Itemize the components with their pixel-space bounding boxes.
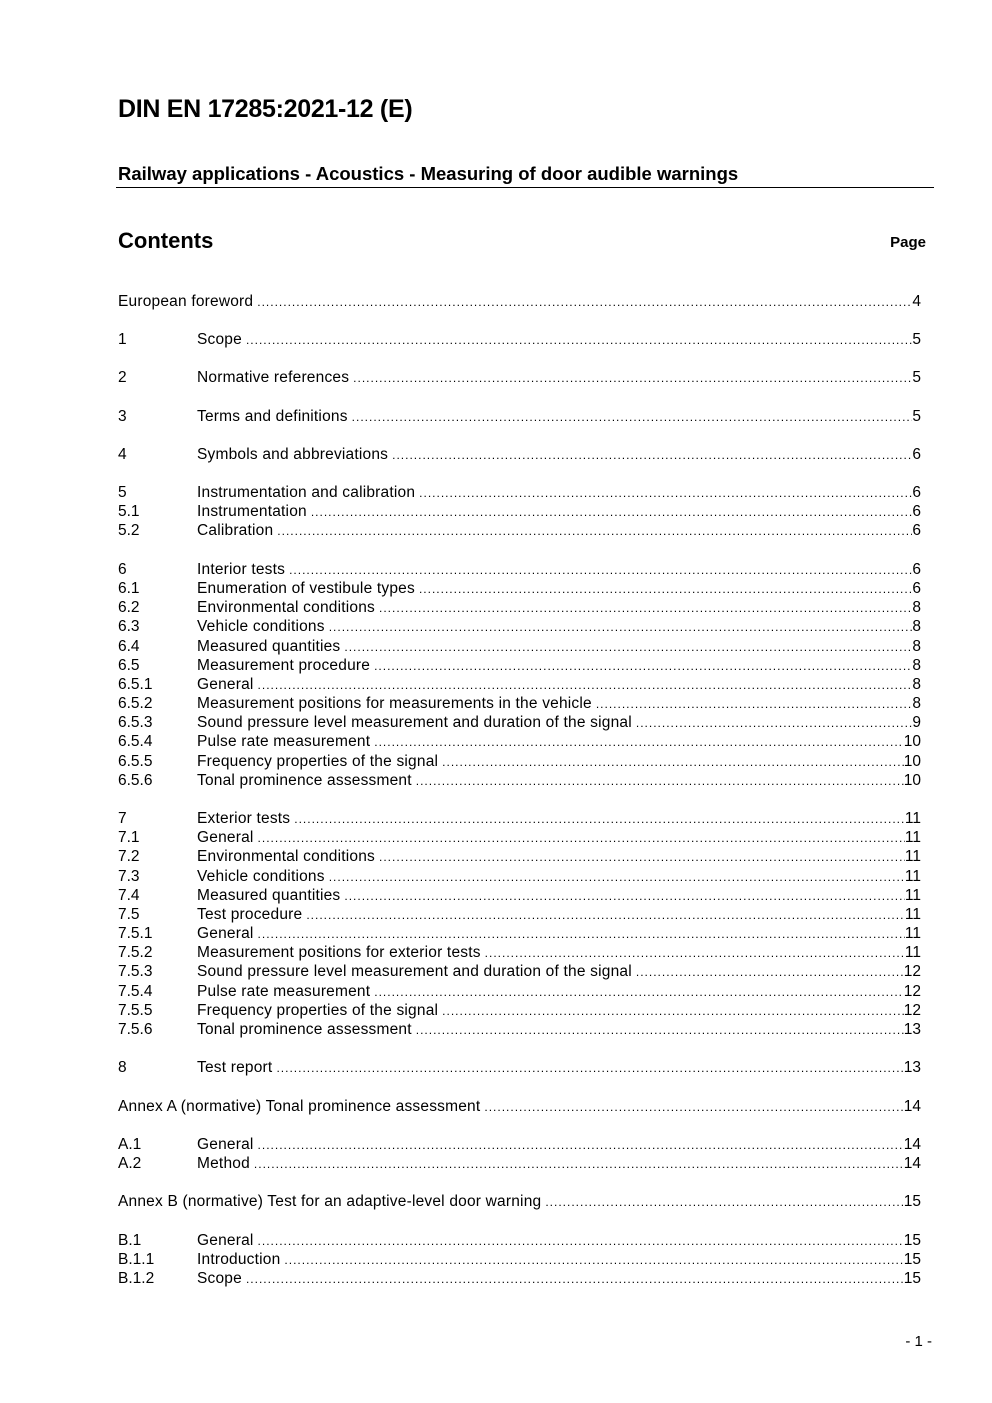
toc-entry-number: 7.5.1	[118, 925, 153, 942]
toc-dot-leader	[374, 657, 912, 676]
toc-entry-title: Pulse rate measurement	[197, 983, 371, 1000]
toc-entry-number: 6.1	[118, 580, 140, 597]
toc-entry-page: 6	[912, 484, 921, 501]
toc-entry-page: 4	[912, 293, 921, 310]
toc-entry-page: 11	[904, 848, 921, 865]
toc-entry-page: 8	[912, 657, 921, 674]
toc-dot-leader	[379, 848, 905, 867]
toc-entry-title: Tonal prominence assessment	[197, 772, 412, 789]
toc-entry-number: 7.2	[118, 848, 140, 865]
toc-entry[interactable]	[118, 752, 921, 771]
toc-entry[interactable]	[118, 656, 921, 675]
toc-entry[interactable]	[118, 943, 921, 962]
toc-entry-title: Vehicle conditions	[197, 868, 325, 885]
toc-entry-number: 7.5.6	[118, 1021, 153, 1038]
toc-entry-number: 1	[118, 331, 127, 348]
toc-entry-page: 8	[912, 695, 921, 712]
toc-entry-number: 6.5.5	[118, 753, 153, 770]
toc-entry-title: Sound pressure level measurement and duration of the signal	[197, 714, 632, 731]
toc-entry-title: Pulse rate measurement	[197, 733, 371, 750]
toc-entry-number: 7.5	[118, 906, 140, 923]
document-id: DIN EN 17285:2021-12 (E)	[118, 95, 413, 123]
toc-entry-number: 7.5.5	[118, 1002, 153, 1019]
toc-dot-leader	[485, 944, 905, 963]
toc-entry[interactable]	[118, 962, 921, 981]
toc-entry-title: General	[197, 676, 254, 693]
toc-entry-page: 15	[903, 1251, 921, 1268]
toc-dot-leader	[276, 1059, 903, 1078]
toc-entry-number: A.2	[118, 1155, 142, 1172]
toc-entry[interactable]	[118, 675, 921, 694]
toc-dot-leader	[329, 868, 905, 887]
toc-entry-number: 8	[118, 1059, 127, 1076]
toc-entry[interactable]	[118, 694, 921, 713]
toc-entry-title: Measurement procedure	[197, 657, 371, 674]
toc-entry-number: 5.2	[118, 522, 140, 539]
toc-entry[interactable]	[118, 1192, 921, 1211]
toc-entry-page: 14	[903, 1136, 921, 1153]
toc-entry-title: European foreword	[118, 293, 254, 310]
toc-entry-page: 15	[903, 1270, 921, 1287]
toc-dot-leader	[416, 772, 904, 791]
toc-entry[interactable]	[118, 1001, 921, 1020]
toc-entry-title: Tonal prominence assessment	[197, 1021, 412, 1038]
toc-entry-number: 6.5.1	[118, 676, 153, 693]
toc-entry[interactable]	[118, 579, 921, 598]
toc-entry-number: 6.3	[118, 618, 140, 635]
toc-entry-page: 6	[912, 580, 921, 597]
toc-dot-leader	[246, 331, 912, 350]
toc-dot-leader	[289, 561, 912, 580]
toc-entry-title: Measured quantities	[197, 638, 341, 655]
toc-dot-leader	[344, 887, 905, 906]
toc-entry[interactable]	[118, 1135, 921, 1154]
toc-entry-page: 11	[904, 925, 921, 942]
toc-entry-title: Measured quantities	[197, 887, 341, 904]
toc-entry-title: Environmental conditions	[197, 848, 375, 865]
toc-entry[interactable]	[118, 637, 921, 656]
toc-entry-title: Annex B (normative) Test for an adaptive-level door warning	[118, 1193, 542, 1210]
toc-entry-number: 7.1	[118, 829, 140, 846]
toc-dot-leader	[254, 1155, 904, 1174]
toc-dot-leader	[329, 618, 913, 637]
page-number: - 1 -	[905, 1333, 932, 1350]
document-subtitle: Railway applications - Acoustics - Measuring of door audible warnings	[118, 163, 739, 184]
toc-entry-title: Test procedure	[197, 906, 303, 923]
toc-dot-leader	[353, 369, 912, 388]
toc-entry-page: 15	[903, 1232, 921, 1249]
toc-entry[interactable]	[118, 368, 921, 387]
toc-dot-leader	[419, 580, 912, 599]
toc-entry[interactable]	[118, 521, 921, 540]
toc-entry-number: 6.5	[118, 657, 140, 674]
toc-entry-number: 3	[118, 408, 127, 425]
toc-entry-title: General	[197, 1136, 254, 1153]
toc-entry-title: Introduction	[197, 1251, 281, 1268]
toc-entry-number: 4	[118, 446, 127, 463]
toc-entry-number: 7.5.2	[118, 944, 153, 961]
toc-entry[interactable]	[118, 292, 921, 311]
toc-dot-leader	[284, 1251, 903, 1270]
toc-dot-leader	[484, 1098, 903, 1117]
toc-entry-page: 11	[904, 810, 921, 827]
page-column-heading: Page	[890, 234, 926, 251]
toc-dot-leader	[416, 1021, 904, 1040]
toc-entry[interactable]	[118, 330, 921, 349]
toc-entry-number: B.1	[118, 1232, 142, 1249]
toc-dot-leader	[258, 829, 905, 848]
toc-entry-page: 6	[912, 446, 921, 463]
toc-entry-title: General	[197, 925, 254, 942]
toc-entry-title: Terms and definitions	[197, 408, 348, 425]
toc-entry[interactable]	[118, 905, 921, 924]
toc-entry[interactable]	[118, 1250, 921, 1269]
toc-entry-title: Annex A (normative) Tonal prominence assessment	[118, 1098, 481, 1115]
toc-entry-page: 5	[912, 331, 921, 348]
toc-entry-page: 11	[904, 887, 921, 904]
toc-dot-leader	[352, 408, 913, 427]
toc-dot-leader	[258, 676, 913, 695]
toc-entry[interactable]	[118, 809, 921, 828]
toc-entry-page: 15	[903, 1193, 921, 1210]
toc-dot-leader	[374, 983, 903, 1002]
toc-entry-page: 8	[912, 676, 921, 693]
toc-entry[interactable]	[118, 847, 921, 866]
toc-entry[interactable]	[118, 982, 921, 1001]
toc-entry-page: 13	[903, 1059, 921, 1076]
toc-entry-number: 6.4	[118, 638, 140, 655]
toc-dot-leader	[545, 1193, 903, 1212]
toc-entry-page: 10	[903, 772, 921, 789]
toc-entry[interactable]	[118, 1020, 921, 1039]
toc-entry-number: 5.1	[118, 503, 140, 520]
toc-entry-number: A.1	[118, 1136, 142, 1153]
toc-entry-number: 2	[118, 369, 127, 386]
toc-entry-number: 7.4	[118, 887, 140, 904]
toc-entry-page: 6	[912, 561, 921, 578]
toc-entry-page: 6	[912, 503, 921, 520]
toc-entry-title: Measurement positions for exterior tests	[197, 944, 481, 961]
toc-dot-leader	[442, 1002, 904, 1021]
toc-entry[interactable]	[118, 407, 921, 426]
toc-entry-number: 7.5.3	[118, 963, 153, 980]
toc-entry-title: Method	[197, 1155, 250, 1172]
toc-entry-page: 14	[903, 1155, 921, 1172]
toc-dot-leader	[258, 925, 905, 944]
toc-entry-page: 11	[904, 829, 921, 846]
toc-entry-page: 10	[903, 753, 921, 770]
toc-entry-number: 7.3	[118, 868, 140, 885]
toc-dot-leader	[636, 963, 904, 982]
toc-entry-title: Scope	[197, 1270, 242, 1287]
toc-entry-title: Scope	[197, 331, 242, 348]
contents-heading: Contents	[118, 228, 214, 253]
toc-entry[interactable]	[118, 713, 921, 732]
toc-dot-leader	[258, 1136, 904, 1155]
toc-entry-number: 7.5.4	[118, 983, 153, 1000]
toc-entry[interactable]	[118, 924, 921, 943]
toc-dot-leader	[596, 695, 913, 714]
toc-entry[interactable]	[118, 1154, 921, 1173]
toc-entry[interactable]	[118, 886, 921, 905]
toc-dot-leader	[344, 638, 912, 657]
toc-dot-leader	[374, 733, 903, 752]
toc-entry[interactable]	[118, 1058, 921, 1077]
toc-entry-title: Calibration	[197, 522, 274, 539]
toc-entry-page: 12	[903, 1002, 921, 1019]
toc-entry-page: 13	[903, 1021, 921, 1038]
toc-entry-title: Sound pressure level measurement and duration of the signal	[197, 963, 632, 980]
toc-entry[interactable]	[118, 1231, 921, 1250]
toc-dot-leader	[379, 599, 912, 618]
toc-entry-number: 6.5.6	[118, 772, 153, 789]
toc-dot-leader	[419, 484, 912, 503]
toc-entry[interactable]	[118, 502, 921, 521]
toc-entry-number: 7	[118, 810, 127, 827]
toc-entry-title: Frequency properties of the signal	[197, 753, 439, 770]
toc-dot-leader	[392, 446, 912, 465]
toc-entry-page: 10	[903, 733, 921, 750]
toc-dot-leader	[277, 522, 912, 541]
toc-entry[interactable]	[118, 867, 921, 886]
toc-entry-title: General	[197, 829, 254, 846]
toc-entry-title: Exterior tests	[197, 810, 291, 827]
toc-entry-page: 11	[904, 944, 921, 961]
toc-entry-title: General	[197, 1232, 254, 1249]
toc-entry-page: 8	[912, 638, 921, 655]
toc-entry-title: Frequency properties of the signal	[197, 1002, 439, 1019]
toc-entry-title: Measurement positions for measurements in the vehicle	[197, 695, 592, 712]
toc-dot-leader	[246, 1270, 904, 1289]
toc-entry[interactable]	[118, 771, 921, 790]
toc-entry[interactable]	[118, 828, 921, 847]
toc-entry-title: Instrumentation	[197, 503, 307, 520]
toc-entry-page: 14	[903, 1098, 921, 1115]
toc-entry-number: 6	[118, 561, 127, 578]
toc-dot-leader	[306, 906, 905, 925]
toc-entry-title: Symbols and abbreviations	[197, 446, 389, 463]
toc-entry-page: 5	[912, 369, 921, 386]
toc-dot-leader	[636, 714, 913, 733]
toc-entry-number: B.1.1	[118, 1251, 155, 1268]
toc-entry-number: 6.5.3	[118, 714, 153, 731]
toc-entry[interactable]	[118, 1269, 921, 1288]
toc-entry-title: Interior tests	[197, 561, 286, 578]
toc-entry-title: Vehicle conditions	[197, 618, 325, 635]
toc-entry-number: 5	[118, 484, 127, 501]
toc-entry-page: 5	[912, 408, 921, 425]
toc-entry-title: Test report	[197, 1059, 273, 1076]
toc-entry[interactable]	[118, 445, 921, 464]
toc-entry[interactable]	[118, 1097, 921, 1116]
toc-dot-leader	[294, 810, 905, 829]
toc-entry[interactable]	[118, 598, 921, 617]
toc-entry-title: Enumeration of vestibule types	[197, 580, 415, 597]
toc-entry-number: 6.5.2	[118, 695, 153, 712]
toc-entry-page: 6	[912, 522, 921, 539]
toc-entry[interactable]	[118, 732, 921, 751]
toc-entry-page: 12	[903, 983, 921, 1000]
toc-dot-leader	[311, 503, 913, 522]
toc-dot-leader	[257, 293, 912, 312]
toc-entry-page: 8	[912, 618, 921, 635]
toc-entry-page: 9	[912, 714, 921, 731]
toc-entry-page: 11	[904, 906, 921, 923]
toc-entry-number: 6.5.4	[118, 733, 153, 750]
toc-entry[interactable]	[118, 483, 921, 502]
toc-entry-title: Normative references	[197, 369, 350, 386]
toc-dot-leader	[258, 1232, 904, 1251]
toc-entry-page: 12	[903, 963, 921, 980]
toc-entry-title: Environmental conditions	[197, 599, 375, 616]
toc-entry[interactable]	[118, 560, 921, 579]
toc-entry-number: 6.2	[118, 599, 140, 616]
toc-entry-page: 8	[912, 599, 921, 616]
toc-entry-page: 11	[904, 868, 921, 885]
toc-entry-title: Instrumentation and calibration	[197, 484, 416, 501]
toc-entry[interactable]	[118, 617, 921, 636]
toc-dot-leader	[442, 753, 904, 772]
toc-entry-number: B.1.2	[118, 1270, 155, 1287]
